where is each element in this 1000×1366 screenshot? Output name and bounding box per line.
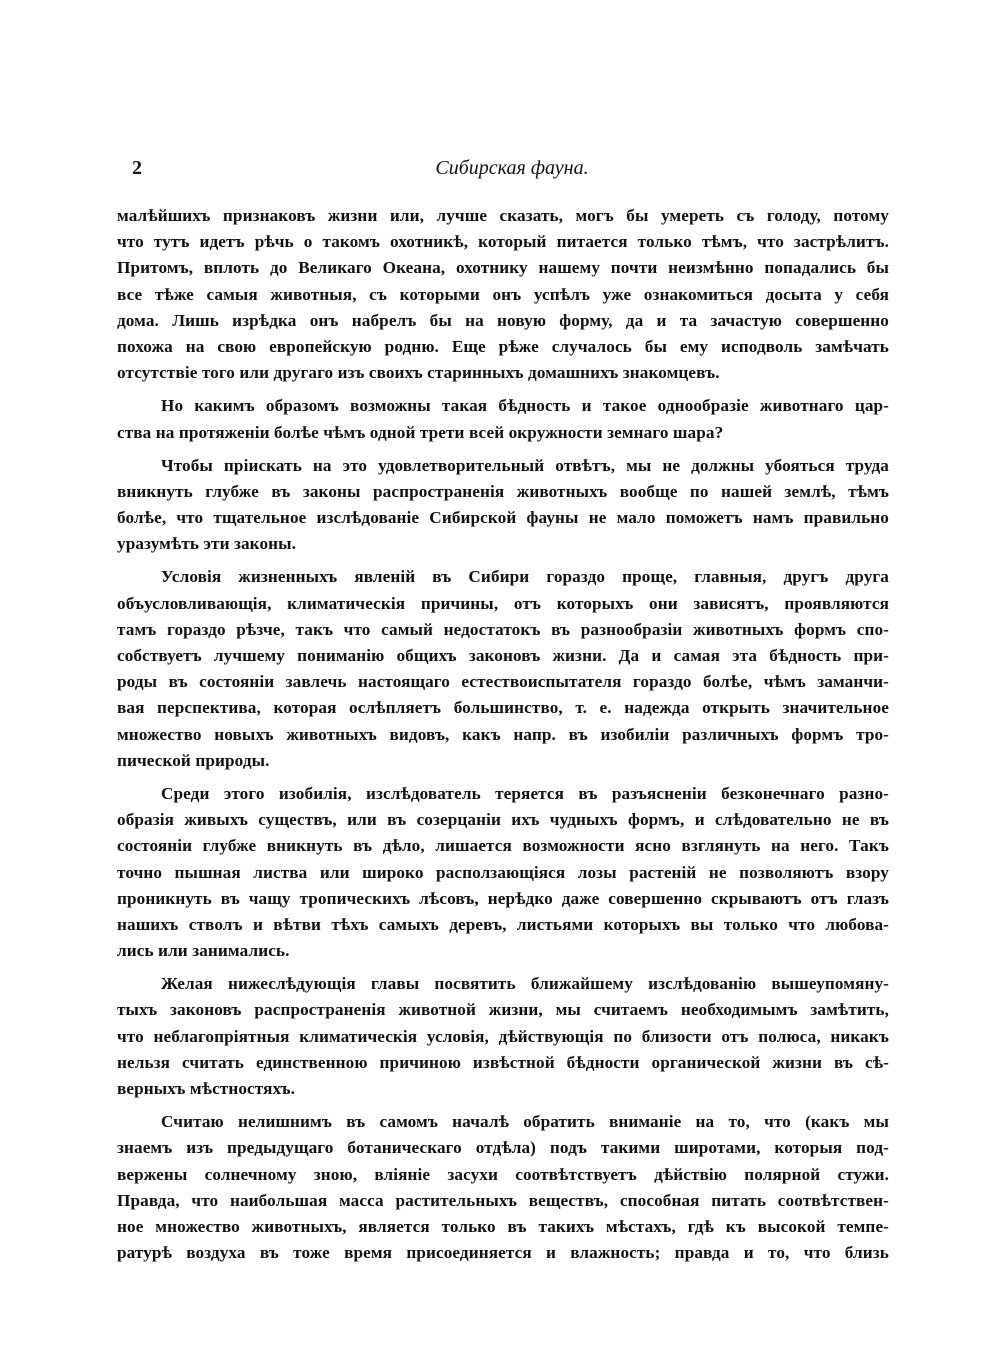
- text-line: Условія жизненныхъ явленій въ Сибири гораздо проще, главныя, другъ друга: [161, 567, 889, 587]
- text-line: болѣе, что тщательное изслѣдованіе Сибирской фауны не мало поможетъ намъ правильно: [117, 508, 889, 528]
- paragraph: [117, 971, 889, 1102]
- text-line: вая перспектива, которая ослѣпляетъ большинство, т. е. надежда открыть значительное: [117, 698, 889, 718]
- text-line: образія живыхъ существъ, или въ созерцаніи ихъ чудныхъ формъ, и слѣдовательно не въ: [117, 810, 889, 830]
- text-line: Чтобы пріискать на это удовлетворительный отвѣтъ, мы не должны убояться труда: [161, 455, 889, 475]
- text-line: верныхъ мѣстностяхъ.: [117, 1079, 296, 1098]
- text-line: Желая нижеслѣдующія главы посвятить ближайшему изслѣдованію вышеупомяну-: [161, 974, 889, 994]
- paragraph: [117, 393, 889, 445]
- text-line: отсутствіе того или другаго изъ своихъ старинныхъ домашнихъ знакомцевъ.: [117, 363, 720, 383]
- paragraph: [117, 203, 889, 386]
- text-line: точно пышная листва или широко расползающіяся лозы растеній не позволяютъ взору: [117, 862, 889, 882]
- paragraph: [117, 1109, 889, 1266]
- text-line: Притомъ, вплоть до Великаго Океана, охотнику нашему почти неизмѣнно попадались бы: [117, 258, 889, 278]
- text-line: лись или занимались.: [117, 941, 290, 961]
- text-line: дома. Лишь изрѣдка онъ набрелъ бы на новую форму, да и та зачастую совершенно: [117, 310, 889, 330]
- text-line: множество новыхъ животныхъ видовъ, какъ напр. въ изобиліи различныхъ формъ тро-: [117, 724, 889, 744]
- text-line: Среди этого изобилія, изслѣдователь теряется въ разъясненіи безконечнаго разно-: [161, 783, 889, 803]
- text-line: собствуетъ лучшему пониманію общихъ законовъ жизни. Да и самая эта бѣдность при-: [117, 646, 889, 665]
- text-line: знаемъ изъ предыдущаго ботаническаго отдѣла) подъ такими широтами, которыя под-: [117, 1138, 889, 1158]
- text-line: пической природы.: [117, 750, 270, 770]
- paragraph: [117, 564, 889, 774]
- text-line: состояніи глубже вникнуть въ дѣло, лишается возможности ясно взглянуть на него. Такъ: [117, 836, 889, 856]
- text-line: похожа на свою европейскую родню. Еще рѣже случалось бы ему исподволь замѣчать: [117, 336, 889, 356]
- text-line: нельзя считать единственною причиною извѣстной бѣдности органической жизни въ сѣ-: [117, 1052, 889, 1072]
- text-line: Но какимъ образомъ возможны такая бѣдность и такое однообразіе животнаго цар-: [161, 396, 889, 416]
- text-line: роды въ состояніи завлечь настоящаго естествоиспытателя гораздо болѣе, чѣмъ заманчи-: [117, 672, 889, 692]
- paragraph: [117, 781, 889, 964]
- text-line: все тѣже самыя животныя, съ которыми онъ успѣлъ уже ознакомиться досыта у себя: [117, 284, 889, 304]
- text-line: что неблагопріятныя климатическія условія, дѣйствующія по близости отъ полюса, никакъ: [117, 1026, 889, 1046]
- text-line: проникнуть въ чащу тропическихъ лѣсовъ, нерѣдко даже совершенно скрываютъ отъ глазъ: [117, 888, 889, 908]
- text-line: ное множество животныхъ, является только въ такихъ мѣстахъ, гдѣ къ высокой темпе-: [117, 1216, 889, 1236]
- text-line: ства на протяженіи болѣе чѣмъ одной трети всей окружности земнаго шара?: [117, 422, 724, 442]
- text-line: тыхъ законовъ распространенія животной жизни, мы считаемъ необходимымъ замѣтить,: [117, 1000, 889, 1020]
- text-line: что тутъ идетъ рѣчь о такомъ охотникѣ, который питается только тѣмъ, что застрѣлитъ.: [117, 232, 889, 252]
- text-line: вникнуть глубже въ законы распространенія животныхъ вообще по нашей землѣ, тѣмъ: [117, 481, 889, 501]
- text-line: ратурѣ воздуха въ тоже время присоединяется и влажность; правда и то, что близь: [117, 1243, 889, 1263]
- text-line: малѣйшихъ признаковъ жизни или, лучше сказать, могъ бы умереть съ голоду, потому: [117, 206, 889, 225]
- text-line: Правда, что наибольшая масса растительныхъ веществъ, способная питать соотвѣтствен-: [117, 1190, 889, 1210]
- text-line: Считаю нелишнимъ въ самомъ началѣ обратить вниманіе на то, что (какъ мы: [161, 1112, 889, 1132]
- text-line: вержены солнечному зною, вліяніе засухи соотвѣтствуетъ дѣйствію полярной стужи.: [117, 1164, 889, 1184]
- text-line: уразумѣть эти законы.: [117, 534, 297, 554]
- page-number: 2: [132, 157, 142, 179]
- text-line: тамъ гораздо рѣзче, такъ что самый недостатокъ въ разнообразіи животныхъ формъ спо-: [117, 619, 889, 639]
- text-line: нашихъ стволъ и вѣтви тѣхъ самыхъ деревъ, листьями которыхъ вы только что любова-: [117, 914, 889, 934]
- body-text: [117, 203, 889, 1266]
- running-head: Сибирская фауна.: [435, 157, 589, 179]
- paragraph: [117, 453, 889, 558]
- text-line: объусловливающія, климатическія причины, отъ которыхъ они зависятъ, проявляются: [117, 593, 889, 613]
